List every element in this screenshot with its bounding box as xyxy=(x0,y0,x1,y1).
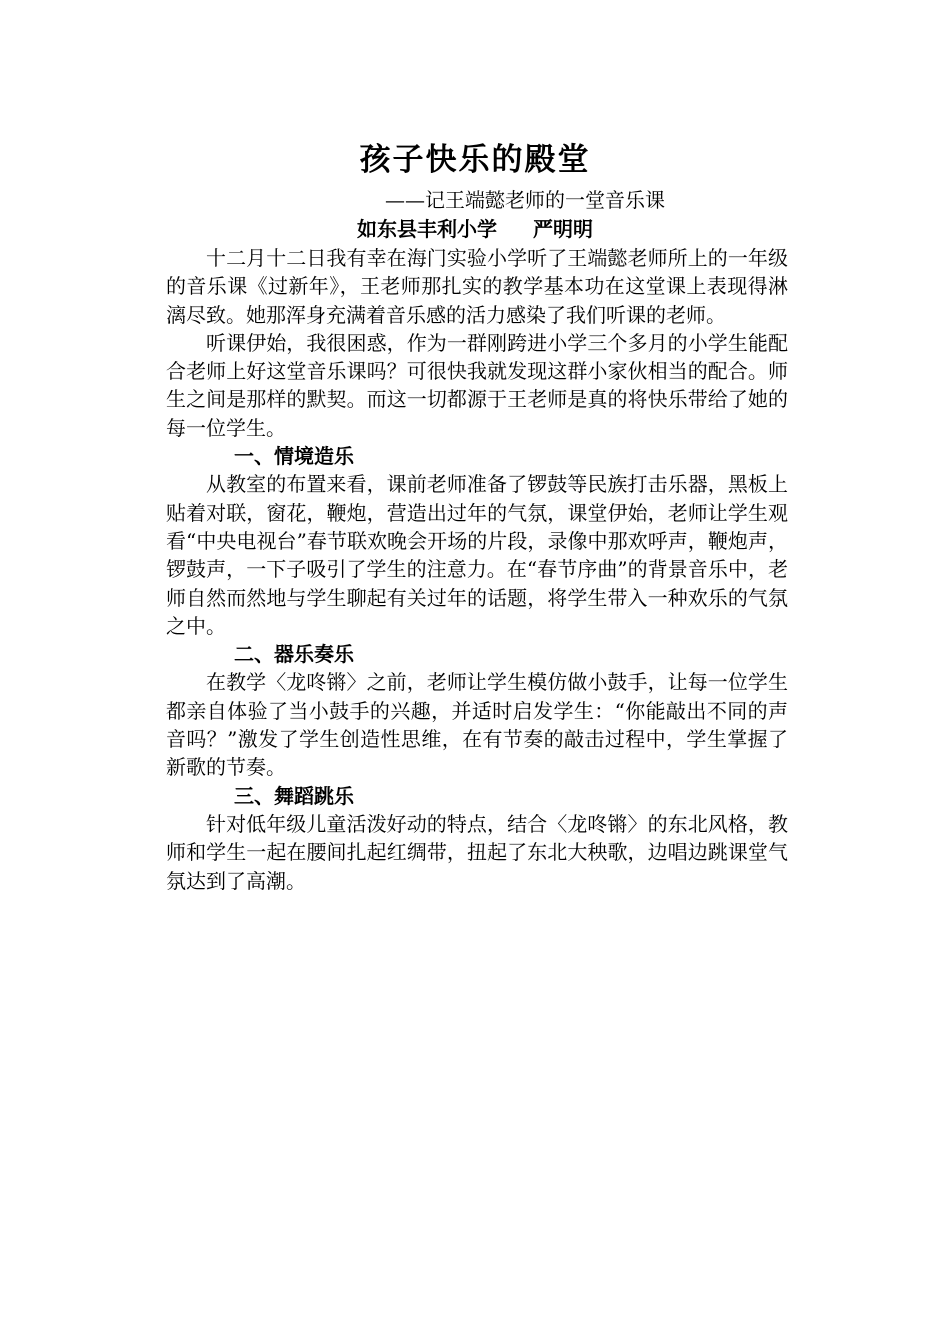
section-paragraph: 在教学〈龙咚锵〉之前，老师让学生模仿做小鼓手，让每一位学生都亲自体验了当小鼓手的兴趣，并适时启发学生：“你能敲出不同的声音吗？”激发了学生创造性思维，在有节奏的敲击过程中，学生掌握了新歌的节奏。 xyxy=(166,670,788,780)
section-heading: 三、舞蹈跳乐 xyxy=(234,783,354,808)
article-body xyxy=(166,244,788,895)
paragraph: 十二月十二日我有幸在海门实验小学听了王端懿老师所上的一年级的音乐课《过新年》，王老师那扎实的教学基本功在这堂课上表现得淋漓尽致。她那浑身充满着音乐感的活力感染了我们听课的老师。 xyxy=(166,246,788,327)
paragraph: 听课伊始，我很困惑，作为一群刚跨进小学三个多月的小学生能配合老师上好这堂音乐课吗？可很快我就发现这群小家伙相当的配合。师生之间是那样的默契。而这一切都源于王老师是真的将快乐带给了她的每一位学生。 xyxy=(166,330,788,440)
section-heading: 一、情境造乐 xyxy=(234,444,354,469)
author-school: 如东县丰利小学 xyxy=(357,217,497,241)
author-name: 严明明 xyxy=(533,217,593,241)
section-heading: 二、器乐奏乐 xyxy=(234,642,354,667)
section-paragraph: 针对低年级儿童活泼好动的特点，结合〈龙咚锵〉的东北风格，教师和学生一起在腰间扎起红绸带，扭起了东北大秧歌，边唱边跳课堂气氛达到了高潮。 xyxy=(166,811,788,893)
document-title: 孩子快乐的殿堂 xyxy=(359,142,591,178)
section-paragraph: 从教室的布置来看，课前老师准备了锣鼓等民族打击乐器，黑板上贴着对联，窗花，鞭炮，营造出过年的气氛，课堂伊始，老师让学生观看“中央电视台”春节联欢晚会开场的片段，录像中那欢呼声，鞭炮声，锣鼓声，一下子吸引了学生的注意力。在“春节序曲”的背景音乐中，老师自然而然地与学生聊起有关过年的话题，将学生带入一种欢乐的气氛之中。 xyxy=(166,472,788,638)
document-subtitle: ——记王端懿老师的一堂音乐课 xyxy=(385,188,665,212)
author-line xyxy=(0,214,950,244)
